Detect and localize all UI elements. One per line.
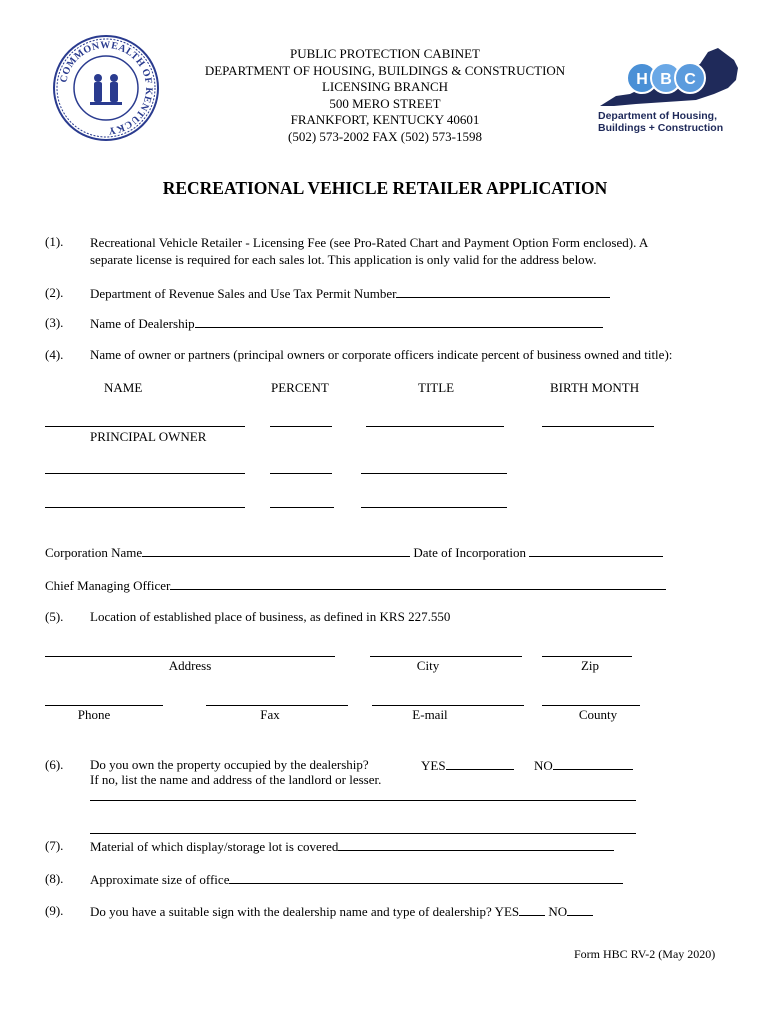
agency-header [190,46,580,146]
col-header-percent: PERCENT [271,380,329,395]
email-field[interactable] [372,705,524,706]
own-property-no-field[interactable] [553,757,633,770]
item-number: (9). [45,903,64,918]
city-field[interactable] [370,656,522,657]
item-7-row [90,838,614,855]
logo-line2: Buildings + Construction [598,122,724,134]
item-number: (8). [45,871,64,886]
landlord-field[interactable] [90,833,636,834]
chief-officer-field[interactable] [170,577,666,590]
principal-owner-caption: PRINCIPAL OWNER [90,429,207,444]
sign-no-field[interactable] [567,903,593,916]
header-line: FRANKFORT, KENTUCKY 40601 [290,112,480,128]
location-label: Location of established place of business, as defined in KRS 227.550 [90,609,451,624]
sign-yes-field[interactable] [519,903,545,916]
city-caption: City [416,658,440,673]
logo-caption [598,110,723,134]
owner-name-field[interactable] [45,473,245,474]
owner-percent-field[interactable] [270,507,334,508]
chief-officer-label: Chief Managing Officer [45,578,171,593]
item-1-line1: Recreational Vehicle Retailer - Licensing Fee (see Pro-Rated Chart and Payment Option Form enclosed). A [90,235,649,250]
phone-field[interactable] [45,705,163,706]
landlord-field[interactable] [90,800,636,801]
incorporation-date-label: Date of Incorporation [413,545,526,560]
owners-label: Name of owner or partners (principal owners or corporate officers indicate percent of business owned and title): [90,347,673,362]
item-1-line2: separate license is required for each sales lot. This application is only valid for the address below. [90,252,597,267]
item-number: (4). [45,347,64,362]
tax-permit-field[interactable] [396,285,610,298]
header-line: PUBLIC PROTECTION CABINET [290,46,480,61]
tax-permit-label: Department of Revenue Sales and Use Tax Permit Number [90,286,397,301]
no-label: NO [548,904,568,919]
owner-title-field[interactable] [361,507,507,508]
address-caption: Address [168,658,212,673]
incorporation-date-field[interactable] [529,544,663,557]
no-label: NO [534,758,553,773]
dealership-name-label: Name of Dealership [90,316,195,331]
sign-label: Do you have a suitable sign with the dealership name and type of dealership? [90,904,492,919]
header-line: DEPARTMENT OF HOUSING, BUILDINGS & CONSTRUCTION [204,62,566,78]
county-field[interactable] [542,705,640,706]
landlord-label: If no, list the name and address of the landlord or lesser. [90,772,382,787]
logo-letter-h: H [636,71,648,88]
own-property-yes [421,757,514,774]
logo-letter-c: C [684,71,696,88]
owner-title-field[interactable] [361,473,507,474]
item-number: (3). [45,315,64,330]
yes-label: YES [421,758,446,773]
corporation-name-field[interactable] [142,544,410,557]
col-header-birth-month: BIRTH MONTH [550,380,640,395]
own-property-no [534,757,633,774]
form-number: Form HBC RV-2 (May 2020) [574,947,716,961]
lot-material-field[interactable] [338,838,614,851]
col-header-title: TITLE [418,380,455,395]
address-field[interactable] [45,656,335,657]
dealership-name-field[interactable] [195,315,603,328]
logo-letter-b: B [660,71,672,88]
fax-field[interactable] [206,705,348,706]
owner-name-field[interactable] [45,507,245,508]
header-line: LICENSING BRANCH [321,79,449,95]
yes-label: YES [494,904,520,919]
owner-percent-field[interactable] [270,426,332,427]
fax-caption: Fax [260,707,280,722]
zip-field[interactable] [542,656,632,657]
item-9-row [90,903,593,920]
owner-percent-field[interactable] [270,473,332,474]
header-line: (502) 573-2002 FAX (502) 573-1598 [287,128,483,144]
item-1-text [90,234,648,268]
form-title: RECREATIONAL VEHICLE RETAILER APPLICATION [162,178,608,198]
item-3-row [90,315,603,332]
kentucky-seal-logo [52,34,160,142]
lot-material-label: Material of which display/storage lot is covered [90,839,339,854]
item-number: (7). [45,838,64,853]
header-line: 500 MERO STREET [329,95,441,111]
phone-caption: Phone [77,707,111,722]
office-size-label: Approximate size of office [90,872,230,887]
own-property-yes-field[interactable] [446,757,514,770]
item-8-row [90,871,623,888]
svg-text:COMMONWEALTH OF KENTUCKY: COMMONWEALTH OF KENTUCKY [58,39,155,137]
county-caption: County [578,707,618,722]
item-number: (1). [45,234,64,249]
owner-name-field[interactable] [45,426,245,427]
logo-line1: Department of Housing, [598,110,718,122]
corporation-name-label: Corporation Name [45,545,143,560]
zip-caption: Zip [580,658,600,673]
item-number: (6). [45,757,64,772]
owner-birth-month-field[interactable] [542,426,654,427]
corporation-row [45,544,663,561]
chief-officer-row [45,577,666,594]
office-size-field[interactable] [229,871,623,884]
col-header-name: NAME [104,380,143,395]
own-property-label: Do you own the property occupied by the dealership? [90,757,369,772]
email-caption: E-mail [412,707,448,722]
item-number: (2). [45,285,64,300]
owner-title-field[interactable] [366,426,504,427]
item-number: (5). [45,609,64,624]
item-2-row [90,285,610,302]
